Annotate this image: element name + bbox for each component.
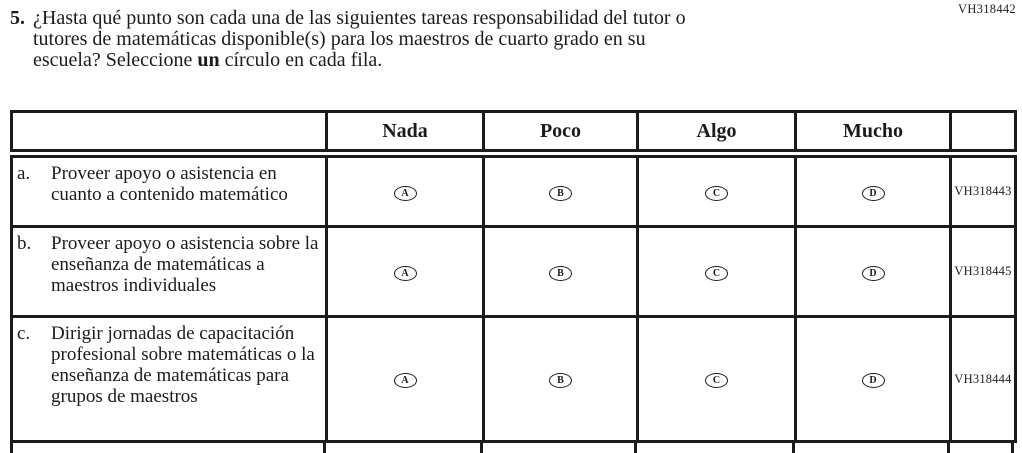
row-letter: c. <box>17 323 31 344</box>
question-block <box>10 8 990 71</box>
option-cell-c-algo <box>638 317 796 442</box>
option-cell-b-algo <box>638 227 796 317</box>
grid-line-stub <box>792 442 795 453</box>
option-cell-a-nada <box>327 154 484 227</box>
option-circle-b-poco[interactable]: B <box>549 266 572 281</box>
option-circle-c-poco[interactable]: B <box>549 373 572 388</box>
question-line-3-start: escuela? Seleccione <box>33 49 198 71</box>
grid-line-stub <box>1011 442 1014 453</box>
option-circle-c-nada[interactable]: A <box>394 373 417 388</box>
option-cell-b-nada <box>327 227 484 317</box>
header-empty-task <box>12 112 327 154</box>
option-cell-c-poco <box>484 317 638 442</box>
question-number: 5. <box>10 7 25 29</box>
header-poco: Poco <box>484 112 638 154</box>
question-line-3-end: círculo en cada fila. <box>219 49 383 71</box>
option-circle-a-algo[interactable]: C <box>705 186 728 201</box>
header-nada: Nada <box>327 112 484 154</box>
option-circle-a-poco[interactable]: B <box>549 186 572 201</box>
question-bold-word: un <box>197 49 220 71</box>
task-text: Dirigir jornadas de capacitación profesional sobre matemáticas o la enseñanza de matemáticas para grupos de maestros <box>51 323 315 407</box>
option-cell-a-mucho <box>796 154 951 227</box>
option-circle-b-mucho[interactable]: D <box>862 266 885 281</box>
row-letter: b. <box>17 233 32 254</box>
grid-line-stub <box>480 442 483 453</box>
item-code-b: VH318445 <box>951 227 1016 317</box>
header-mucho: Mucho <box>796 112 951 154</box>
form-code: VH318442 <box>958 2 1016 16</box>
task-text: Proveer apoyo o asistencia sobre la enseñanza de matemáticas a maestros individuales <box>51 233 319 296</box>
table-row-b <box>12 227 1016 317</box>
grid-line-stub <box>10 442 13 453</box>
option-cell-a-poco <box>484 154 638 227</box>
item-code-a: VH318443 <box>951 154 1016 227</box>
question-line-2: tutores de matemáticas disponible(s) para los maestros de cuarto grado en su <box>33 28 646 50</box>
item-code-c: VH318444 <box>951 317 1016 442</box>
option-circle-a-mucho[interactable]: D <box>862 186 885 201</box>
response-matrix-table <box>10 110 1017 443</box>
row-letter: a. <box>17 163 31 184</box>
option-circle-a-nada[interactable]: A <box>394 186 417 201</box>
task-cell-a <box>12 154 327 227</box>
task-text: Proveer apoyo o asistencia en cuanto a contenido matemático <box>51 163 288 205</box>
task-cell-c <box>12 317 327 442</box>
question-line-3 <box>33 50 686 71</box>
option-cell-c-mucho <box>796 317 951 442</box>
task-cell-b <box>12 227 327 317</box>
header-empty-code <box>951 112 1016 154</box>
table-row-c <box>12 317 1016 442</box>
option-circle-b-nada[interactable]: A <box>394 266 417 281</box>
header-row <box>12 112 1016 154</box>
option-cell-b-poco <box>484 227 638 317</box>
grid-line-stub <box>634 442 637 453</box>
option-cell-b-mucho <box>796 227 951 317</box>
option-circle-c-mucho[interactable]: D <box>862 373 885 388</box>
option-cell-c-nada <box>327 317 484 442</box>
header-algo: Algo <box>638 112 796 154</box>
option-circle-b-algo[interactable]: C <box>705 266 728 281</box>
option-cell-a-algo <box>638 154 796 227</box>
table-row-a <box>12 154 1016 227</box>
grid-line-stub <box>323 442 326 453</box>
option-circle-c-algo[interactable]: C <box>705 373 728 388</box>
question-line-1: ¿Hasta qué punto son cada una de las siguientes tareas responsabilidad del tutor o <box>33 7 686 29</box>
grid-line-stub <box>947 442 950 453</box>
question-text <box>33 8 686 71</box>
